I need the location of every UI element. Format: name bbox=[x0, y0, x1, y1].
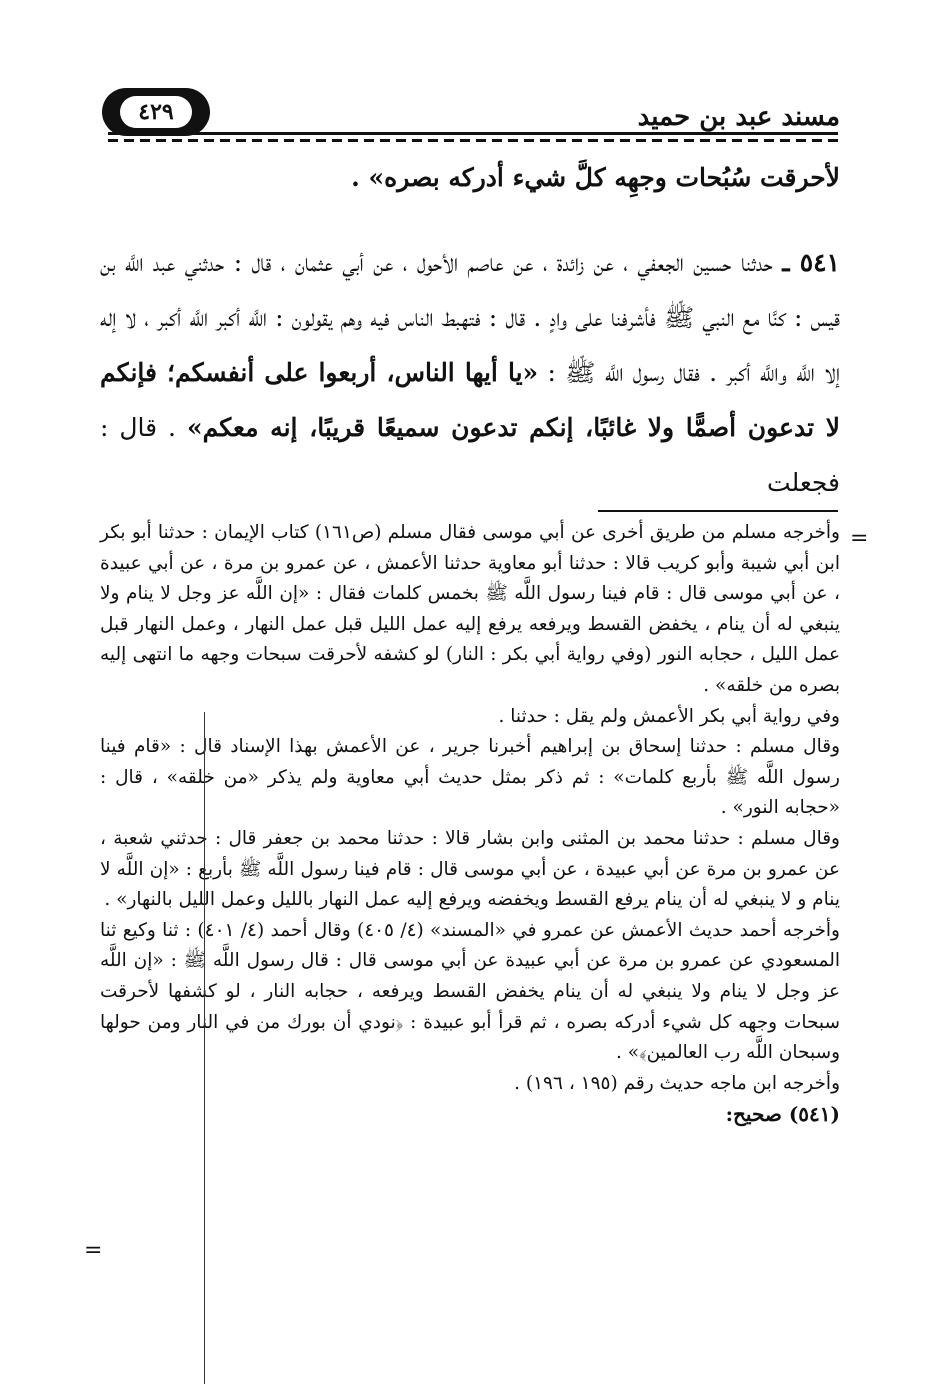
footnote-paragraph: وأخرجه مسلم من طريق أخرى عن أبي موسى فقال مسلم (ص١٦١) كتاب الإيمان : حدثنا أبو بكر ابن أبي شيبة وأبو كريب قالا : حدثنا أبو معاوية حدثنا الأعمش ، عن عمرو بن مرة ، عن أبي عبيدة ، عن أبي موسى قال : قام فينا رسول اللَّه ﷺ بخمس كلمات فقال : «إن اللَّه عز وجل لا ينام ولا ينبغي له أن ينام ، يخفض القسط ويرفعه يرفع إليه عمل الليل قبل عمل النهار ، وعمل النهار قبل عمل الليل ، حجابه النور (وفي رواية أبي بكر : النار) لو كشفه لأحرقت سبحات وجهه ما انتهى إليه بصره من خلقه» . bbox=[100, 522, 840, 696]
scan-artifact-line bbox=[204, 712, 205, 1384]
footnote-paragraph: وأخرجه أحمد حديث الأعمش عن عمرو في «المسند» (٤/ ٤٠٥) وقال أحمد (٤/ ٤٠١) : ثنا وكيع ثنا المسعودي عن عمرو بن مرة عن أبي عبيدة عن أبي موسى قال : قال رسول اللَّه ﷺ : «إن اللَّه عز وجل لا ينام ولا ينبغي له أن ينام يخفض القسط ويرفعه ، حجابه النار ، لو كشفها لأحرقت سبحات وجهه كل شيء أدركه بصره ، ثم قرأ أبو عبيدة : ﴿نودي أن بورك من في النار ومن حولها وسبحان اللَّه رب العالمين﴾» . bbox=[100, 919, 840, 1064]
main-text bbox=[100, 150, 840, 510]
hadith-paragraph bbox=[100, 235, 840, 510]
continuation-mark-bottom: = bbox=[84, 1238, 103, 1263]
book-title: مسند عبد بن حميد bbox=[637, 102, 840, 132]
hadith-number: ٥٤١ ـ bbox=[782, 248, 840, 277]
footnote-paragraph: وقال مسلم : حدثنا إسحاق بن إبراهيم أخبرنا جرير ، عن الأعمش بهذا الإسناد قال : «قام فينا رسول اللَّه ﷺ بأربع كلمات» : ثم ذكر بمثل حديث أبي معاوية ولم يذكر «من خلقه» ، قال : «حجابه النور» . bbox=[100, 736, 840, 819]
footnote-paragraph: وقال مسلم : حدثنا محمد بن المثنى وابن بشار قالا : حدثنا محمد بن جعفر قال : حدثني شعبة ، عن عمرو بن مرة عن أبي عبيدة ، عن أبي موسى قال : قام فينا رسول اللَّه ﷺ بأربع : «إن اللَّه لا ينام و لا ينبغي له أن ينام يرفع القسط ويخفضه ويرفع إليه عمل النهار بالليل وعمل الليل بالنهار» . bbox=[100, 827, 840, 911]
opening-line: لأحرقت سُبُحات وجهِه كلَّ شيء أدركه بصره» . bbox=[351, 163, 840, 192]
hadith-text: حدثنا حسين الجعفي ، عن زائدة ، عن عاصم الأحول ، عن أبي عثمان ، قال : حدثني عبد اللَّه بن قيس : كنَّا مع النبي ﷺ فأشرفنا على وادٍ . قال : فتهبط الناس فيه وهم يقولون : اللَّه أكبر اللَّه أكبر ، لا إله إلا اللَّه واللَّه أكبر . فقال رسول اللَّه ﷺ : bbox=[100, 248, 840, 387]
page-number: ٤٢٩ bbox=[120, 96, 192, 128]
page-header bbox=[100, 80, 840, 140]
paragraph-gap bbox=[100, 205, 840, 235]
hadith-quote: «يا أيها الناس، أربعوا على أنفسكم؛ فإنكم لا تدعون أصمًّا ولا غائبًا، إنكم تدعون سميعًا قريبًا، إنه معكم» bbox=[100, 358, 840, 442]
continuation-mark-top: = bbox=[850, 526, 869, 551]
page-number-badge bbox=[102, 88, 210, 136]
hadith-grade: (٥٤١) صحيح: bbox=[725, 1102, 840, 1127]
footnotes bbox=[100, 518, 840, 1130]
footnote-paragraph: وفي رواية أبي بكر الأعمش ولم يقل : حدثنا . bbox=[498, 705, 840, 727]
footnote-separator bbox=[598, 510, 838, 512]
header-rule bbox=[108, 132, 838, 143]
footnote-paragraph: وأخرجه ابن ماجه حديث رقم (١٩٥ ، ١٩٦) . bbox=[514, 1072, 840, 1094]
hadith-closing: . قال : فجعلت bbox=[100, 413, 840, 497]
